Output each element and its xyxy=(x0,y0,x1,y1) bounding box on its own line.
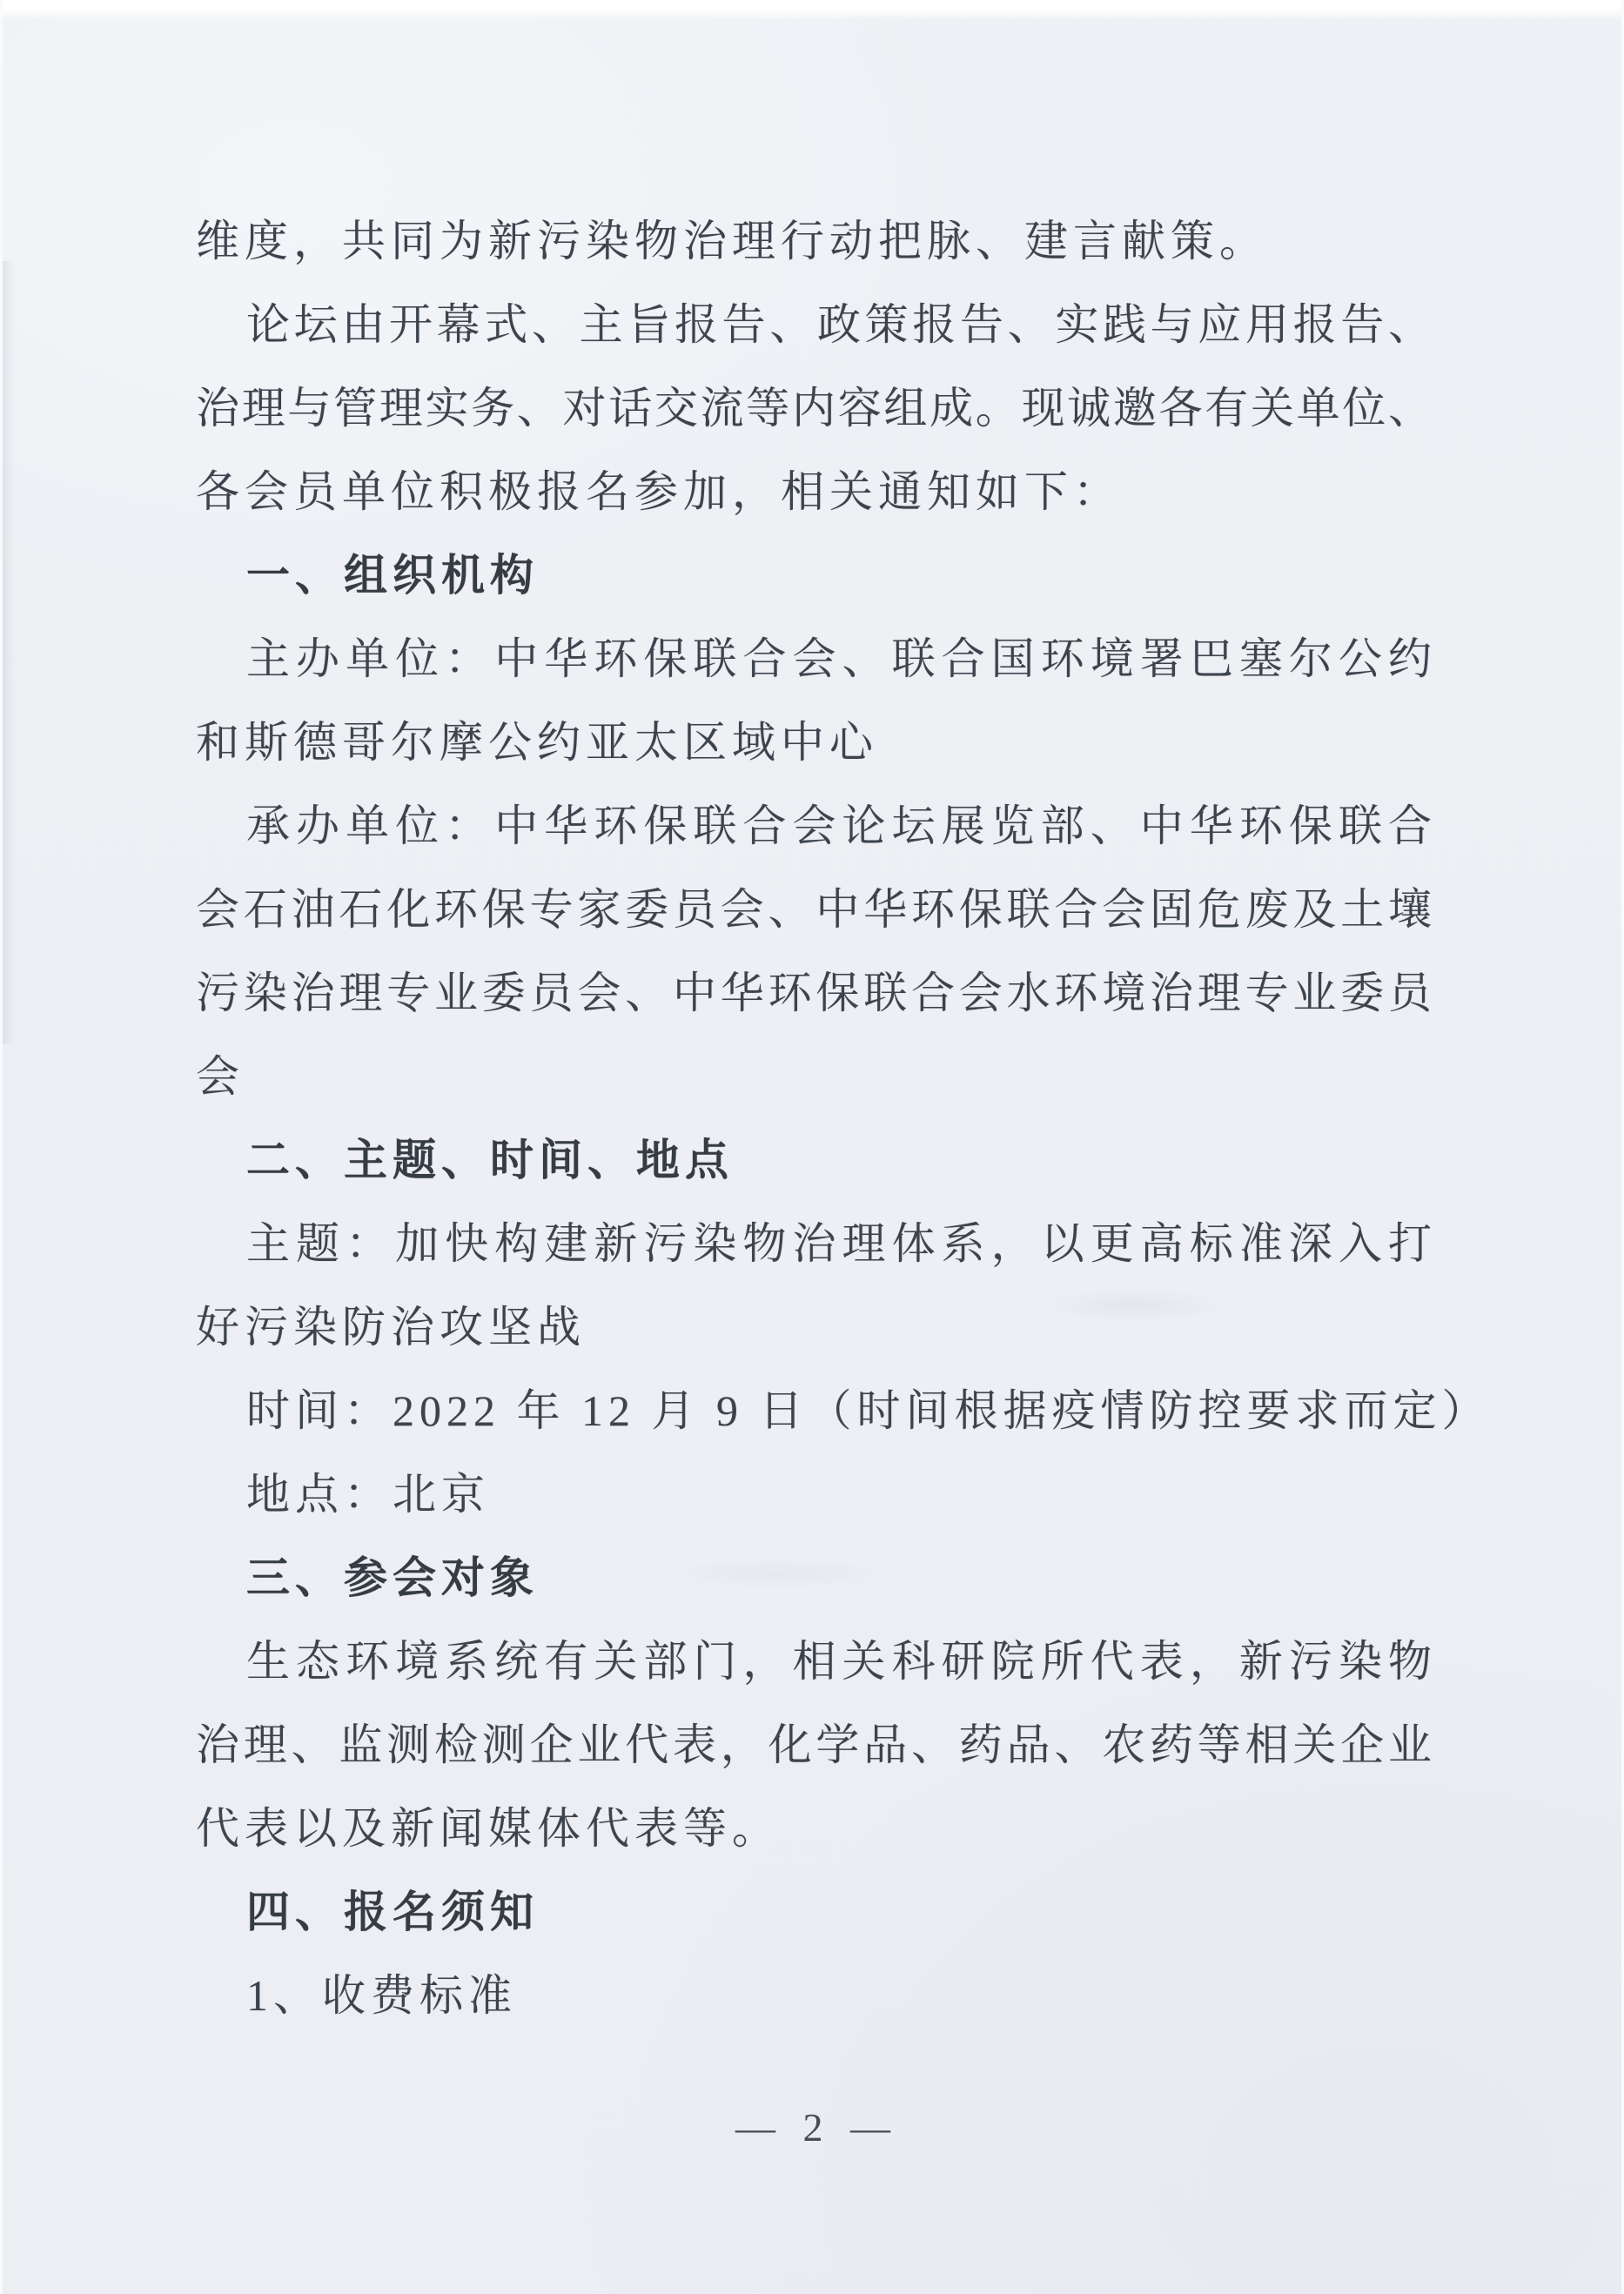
text-line: 污染治理专业委员会、中华环保联合会水环境治理专业委员 xyxy=(196,969,1432,1017)
section-heading: 四、报名须知 xyxy=(246,1888,539,1936)
text-line: 会石油石化环保专家委员会、中华环保联合会固危废及土壤 xyxy=(196,885,1432,934)
page-number xyxy=(196,2104,1432,2150)
section-heading: 一、组织机构 xyxy=(246,551,539,600)
document-body xyxy=(196,199,1491,2037)
text-line: 地点：北京 xyxy=(246,1470,490,1519)
text-line: 维度，共同为新污染物治理行动把脉、建言献策。 xyxy=(196,217,1268,265)
text-line: 承办单位：中华环保联合会论坛展览部、中华环保联合 xyxy=(246,802,1432,850)
text-line: 会 xyxy=(196,1052,245,1101)
text-line: 代表以及新闻媒体代表等。 xyxy=(196,1804,781,1853)
text-line: 治理、监测检测企业代表，化学品、药品、农药等相关企业 xyxy=(196,1720,1432,1769)
text-line: 和斯德哥尔摩公约亚太区域中心 xyxy=(196,718,878,767)
text-line: 1、收费标准 xyxy=(246,1971,517,2020)
text-line: 主办单位：中华环保联合会、联合国环境署巴塞尔公约 xyxy=(246,634,1432,683)
text-line: 论坛由开幕式、主旨报告、政策报告、实践与应用报告、 xyxy=(246,300,1432,349)
text-line: 生态环境系统有关部门，相关科研院所代表，新污染物 xyxy=(246,1637,1432,1686)
page-number-label: — 2 — xyxy=(735,2105,892,2150)
section-heading: 三、参会对象 xyxy=(246,1553,539,1602)
text-line: 时间：2022 年 12 月 9 日（时间根据疫情防控要求而定） xyxy=(246,1386,1491,1435)
text-line: 主题：加快构建新污染物治理体系，以更高标准深入打 xyxy=(246,1219,1432,1268)
scan-shadow-left-edge xyxy=(3,261,15,1044)
text-line: 好污染防治攻坚战 xyxy=(196,1303,586,1352)
text-line: 各会员单位积极报名参加，相关通知如下： xyxy=(196,467,1122,516)
section-heading: 二、主题、时间、地点 xyxy=(246,1136,734,1184)
text-line: 治理与管理实务、对话交流等内容组成。现诚邀各有关单位、 xyxy=(196,384,1432,433)
